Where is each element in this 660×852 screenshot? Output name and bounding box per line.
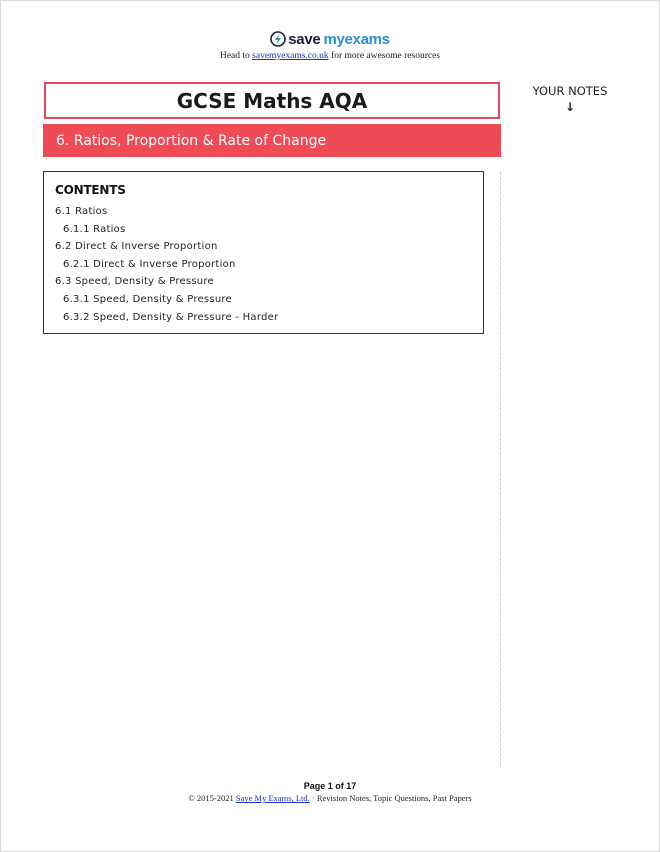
table-of-contents xyxy=(55,203,278,326)
page-number: Page 1 of 17 xyxy=(303,781,357,791)
your-notes-label: YOUR NOTES xyxy=(532,84,608,98)
copyright-prefix: © 2015-2021 xyxy=(188,793,236,803)
arrow-down-icon: ↓ xyxy=(564,100,576,114)
savemyexams-link[interactable]: savemyexams.co.uk xyxy=(252,51,329,61)
footer-copyright xyxy=(0,793,660,803)
save-my-exams-link[interactable]: Save My Exams, Ltd. xyxy=(235,793,310,803)
toc-item[interactable]: 6.1 Ratios xyxy=(55,206,108,217)
contents-heading: CONTENTS xyxy=(55,183,126,197)
toc-item[interactable]: 6.3.1 Speed, Density & Pressure xyxy=(63,293,232,305)
toc-item[interactable]: 6.2.1 Direct & Inverse Proportion xyxy=(63,258,236,270)
notes-column-divider xyxy=(500,172,501,766)
lightning-bolt-icon xyxy=(270,31,286,47)
document-title: GCSE Maths AQA xyxy=(44,82,500,119)
copyright-suffix: · Revision Notes, Topic Questions, Past Papers xyxy=(309,793,472,803)
tagline-suffix: for more awesome resources xyxy=(328,51,441,61)
logo-text-save: save xyxy=(288,31,321,48)
logo-text-myexams: myexams xyxy=(323,31,390,48)
toc-item[interactable]: 6.3 Speed, Density & Pressure xyxy=(55,276,214,288)
header-tagline xyxy=(0,51,660,61)
chapter-banner: 6. Ratios, Proportion & Rate of Change xyxy=(43,124,501,157)
toc-item[interactable]: 6.1.1 Ratios xyxy=(63,223,126,235)
save-my-exams-logo[interactable] xyxy=(0,31,660,48)
toc-item[interactable]: 6.2 Direct & Inverse Proportion xyxy=(55,241,218,253)
tagline-prefix: Head to xyxy=(219,51,253,61)
contents-box xyxy=(43,171,484,334)
toc-item[interactable]: 6.3.2 Speed, Density & Pressure - Harder xyxy=(63,311,279,323)
